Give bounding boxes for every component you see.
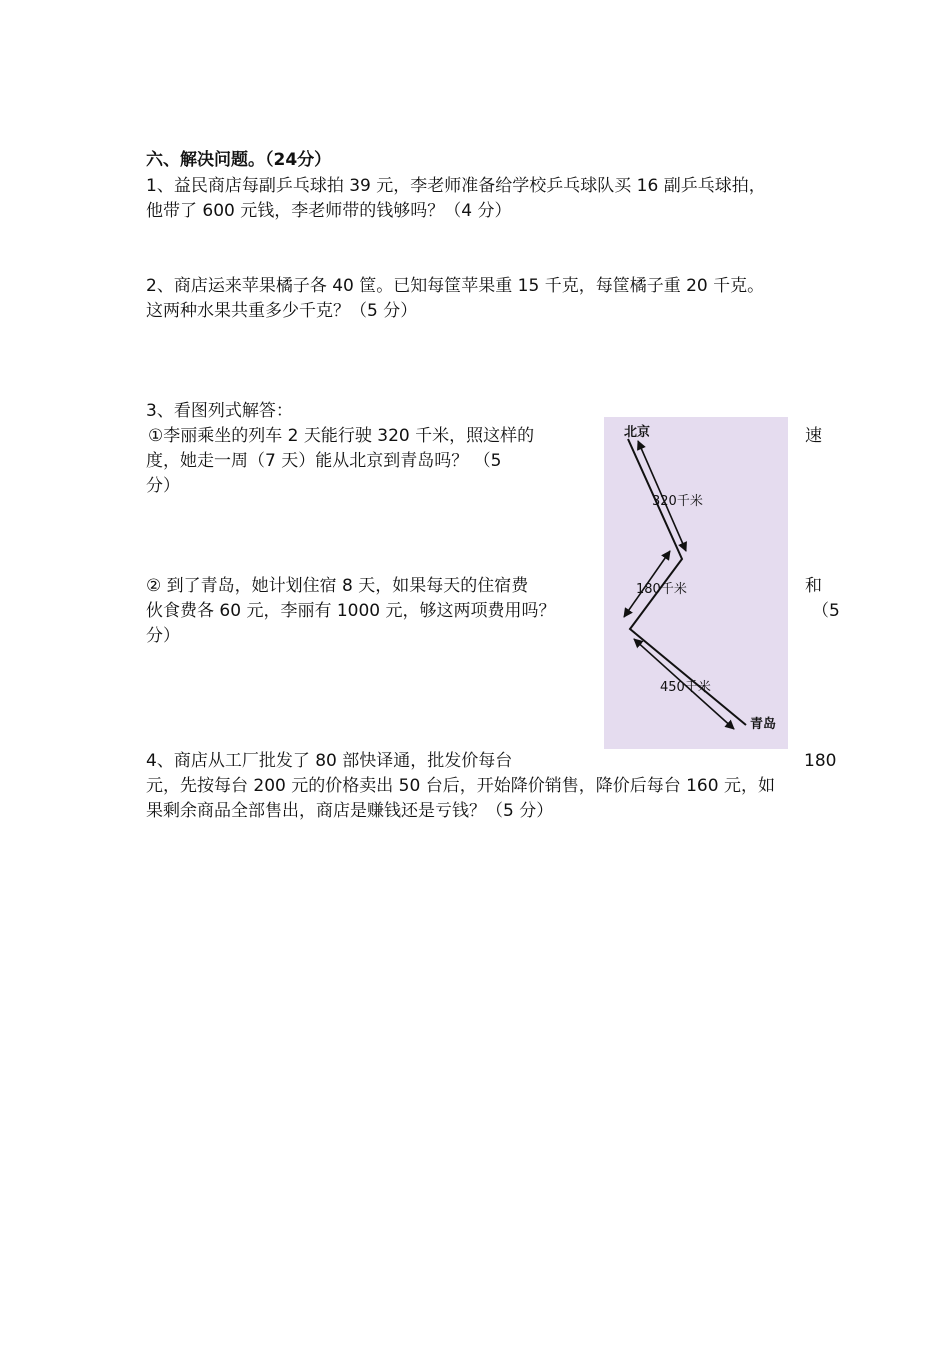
q1-line-2: 他带了 600 元钱，李老师带的钱够吗？（4 分）: [146, 201, 512, 221]
q2-line-1: 2、商店运来苹果橘子各 40 筐。已知每筐苹果重 15 千克，每筐橘子重 20 千克。: [146, 276, 765, 296]
q4-line-3: 果剩余商品全部售出，商店是赚钱还是亏钱？（5 分）: [146, 801, 554, 821]
q3-part2-right-1: 和: [805, 576, 822, 596]
seg2-label: 180千米: [636, 582, 687, 597]
q4-line-2: 元，先按每台 200 元的价格卖出 50 台后，开始降价销售，降价后每台 160 元，如: [146, 776, 775, 796]
start-label: 北京: [624, 425, 651, 440]
section-title: 六、解决问题。（24分）: [146, 150, 332, 170]
q2-line-2: 这两种水果共重多少千克？（5 分）: [146, 301, 418, 321]
q4-line-1: 4、商店从工厂批发了 80 部快译通，批发价每台: [146, 751, 513, 771]
q3-part1-right: 速: [805, 426, 822, 446]
seg3-label: 450千米: [660, 680, 711, 695]
q3-part2-line-2: 伙食费各 60 元，李丽有 1000 元，够这两项费用吗？: [146, 601, 556, 621]
q3-part1-line-2: 度，她走一周（7 天）能从北京到青岛吗？ （5: [146, 451, 502, 471]
q3-part2-line-1: ② 到了青岛，她计划住宿 8 天，如果每天的住宿费: [146, 576, 529, 596]
seg1-label: 320千米: [652, 494, 703, 509]
q3-part1-line-1: ①李丽乘坐的列车 2 天能行驶 320 千米，照这样的: [148, 426, 535, 446]
q4-line-1-right: 180: [804, 751, 837, 771]
q3-part1-line-3: 分）: [146, 476, 180, 496]
end-label: 青岛: [750, 717, 777, 732]
q3-part2-line-3: 分）: [146, 626, 180, 646]
q3-part2-right-2: （5: [812, 601, 840, 621]
q1-line-1: 1、益民商店每副乒乓球拍 39 元，李老师准备给学校乒乓球队买 16 副乒乓球拍，: [146, 176, 766, 196]
q3-intro: 3、看图列式解答：: [146, 401, 293, 421]
route-map: [604, 417, 788, 749]
